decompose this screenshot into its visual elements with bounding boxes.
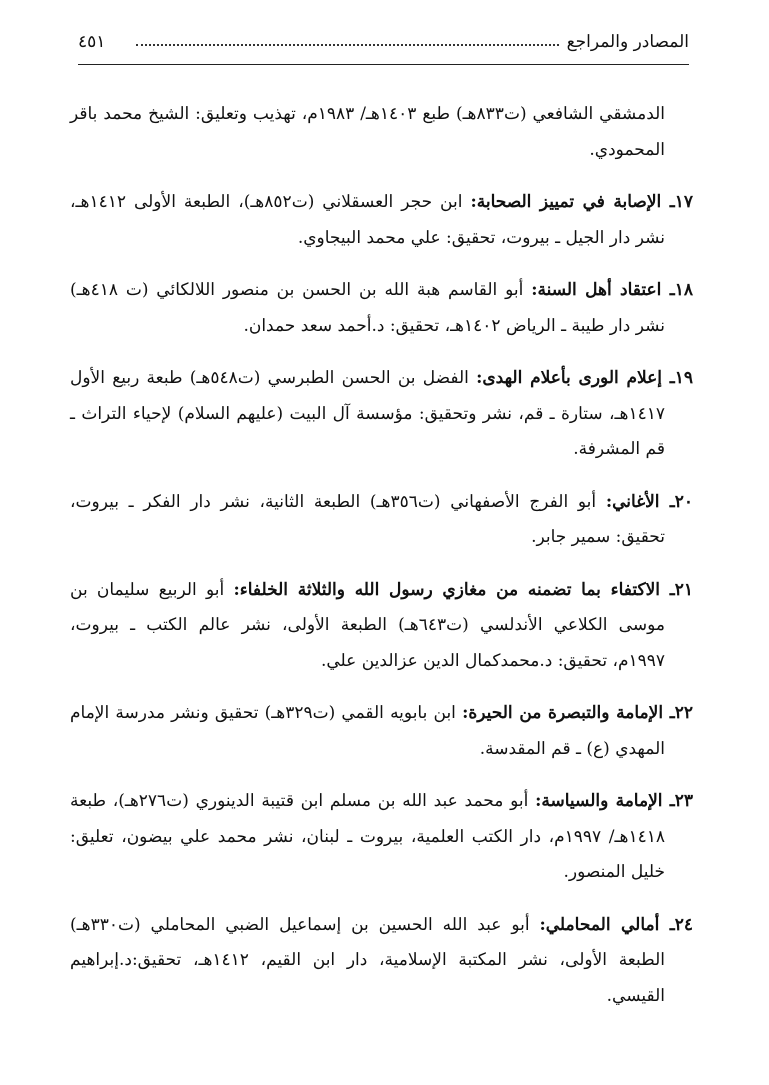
header-title: المصادر والمراجع [566, 32, 689, 52]
reference-heading: ٢١ـ الاكتفاء بما تضمنه من مغازي رسول الله والثلاثة الخلفاء: [233, 579, 694, 600]
reference-heading: ٢٤ـ أمالي المحاملي: [539, 914, 693, 935]
reference-body: ابن حجر العسقلاني (ت٨٥٢هـ)، الطبعة الأولى ١٤١٢هـ، نشر دار الجيل ـ بيروت، تحقيق: علي محمد البيجاوي. [70, 192, 665, 248]
header-leader-dots [136, 44, 559, 46]
reference-body: أبو محمد عبد الله بن مسلم ابن قتيبة الدينوري (ت٢٧٦هـ)، طبعة ١٤١٨هـ/ ١٩٩٧م، دار الكتب العلمية، بيروت ـ لبنان، نشر محمد علي بيضون، تعليق: خليل المنصور. [70, 791, 666, 882]
reference-body: أبو القاسم هبة الله بن الحسن بن منصور اللالكائي (ت ٤١٨هـ) نشر دار طيبة ـ الرياض ١٤٠٢هـ، تحقيق: د.أحمد سعد حمدان. [70, 280, 665, 336]
reference-entry [70, 908, 693, 1015]
reference-heading: ١٩ـ إعلام الورى بأعلام الهدى: [476, 368, 693, 388]
reference-heading: ١٨ـ اعتقاد أهل السنة: [531, 280, 693, 300]
reference-continuation-text: الدمشقي الشافعي (ت٨٣٣هـ) طبع ١٤٠٣هـ/ ١٩٨٣م، تهذيب وتعليق: الشيخ محمد باقر المحمودي. [70, 104, 666, 160]
reference-body: أبو الربيع سليمان بن موسى الكلاعي الأندلسي (ت٦٤٣هـ) الطبعة الأولى، نشر عالم الكتب ـ بيروت، ١٩٩٧م، تحقيق: د.محمدكمال الدين عزالدين علي. [70, 579, 665, 671]
reference-entry [70, 485, 693, 556]
reference-entry [70, 273, 693, 344]
reference-entry [70, 361, 693, 468]
reference-entry [70, 185, 693, 256]
references-list [70, 80, 693, 1028]
reference-body: الفضل بن الحسن الطبرسي (ت٥٤٨هـ) طبعة ربيع الأول ١٤١٧هـ، ستارة ـ قم، نشر وتحقيق: مؤسسة آل البيت (عليهم السلام) لإحياء التراث ـ قم المشرفة. [70, 368, 665, 459]
page-number: ٤٥١ [78, 32, 106, 52]
reference-continuation [70, 97, 693, 168]
reference-heading: ٢٠ـ الأغاني: [605, 491, 693, 512]
reference-heading: ٢٢ـ الإمامة والتبصرة من الحيرة: [462, 703, 693, 723]
running-header [78, 30, 689, 65]
reference-body: أبو الفرج الأصفهاني (ت٣٥٦هـ) الطبعة الثانية، نشر دار الفكر ـ بيروت، تحقيق: سمير جابر. [70, 491, 665, 547]
reference-heading: ٢٣ـ الإمامة والسياسة: [535, 791, 694, 811]
reference-entry [70, 573, 693, 680]
reference-entry [70, 696, 693, 767]
reference-heading: ١٧ـ الإصابة في تمييز الصحابة: [470, 192, 694, 212]
reference-body: أبو عبد الله الحسين بن إسماعيل الضبي المحاملي (ت٣٣٠هـ) الطبعة الأولى، نشر المكتبة الإسلامية، دار ابن القيم، ١٤١٢هـ، تحقيق:د.إبراهيم القيسي. [70, 914, 665, 1006]
reference-entry [70, 784, 693, 891]
reference-body: ابن بابويه القمي (ت٣٢٩هـ) تحقيق ونشر مدرسة الإمام المهدي (ع) ـ قم المقدسة. [70, 703, 665, 759]
